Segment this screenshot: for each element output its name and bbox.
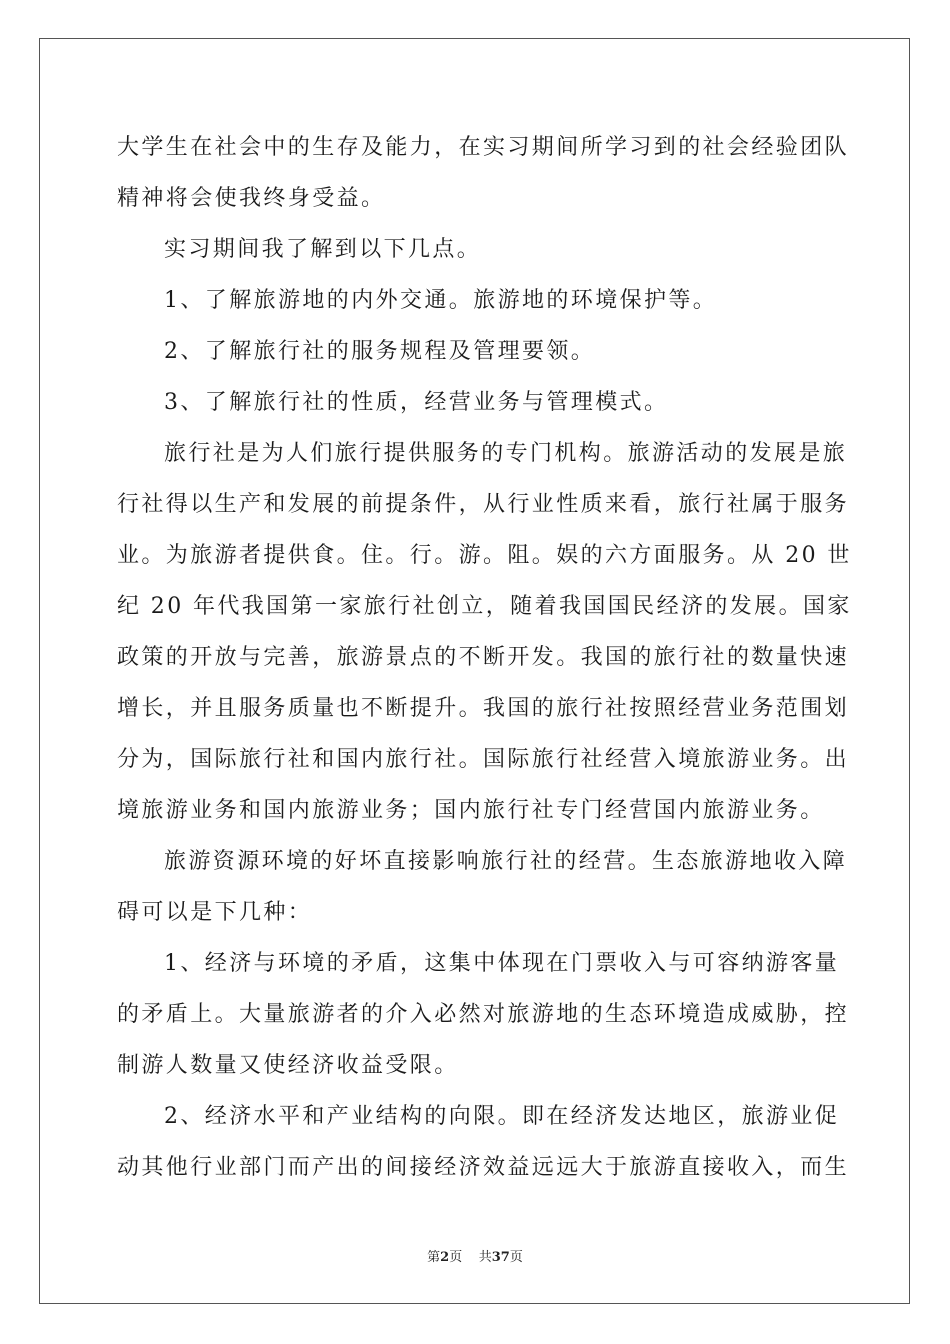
text-line: 动其他行业部门而产出的间接经济效益远远大于旅游直接收入，而生 (117, 1155, 850, 1180)
text-line: 的矛盾上。大量旅游者的介入必然对旅游地的生态环境造成威胁，控 (117, 1002, 850, 1027)
page-footer (0, 1246, 950, 1265)
text-line: 大学生在社会中的生存及能力，在实习期间所学习到的社会经验团队 (117, 135, 850, 160)
text-line: 1、经济与环境的矛盾，这集中体现在门票收入与可容纳游客量 (164, 951, 840, 976)
text-line: 制游人数量又使经济收益受限。 (117, 1053, 459, 1078)
text-line: 纪 20 年代我国第一家旅行社创立，随着我国国民经济的发展。国家 (117, 594, 852, 619)
total-label-prefix: 共 (478, 1250, 492, 1265)
text-line: 2、经济水平和产业结构的向限。即在经济发达地区，旅游业促 (164, 1104, 840, 1129)
page-number: 2 (440, 1250, 450, 1265)
text-line: 2、了解旅行社的服务规程及管理要领。 (164, 339, 596, 364)
text-line: 境旅游业务和国内旅游业务；国内旅行社专门经营国内旅游业务。 (117, 798, 825, 823)
text-line: 碍可以是下几种： (117, 900, 313, 925)
text-line: 业。为旅游者提供食。住。行。游。阻。娱的六方面服务。从 20 世 (117, 543, 852, 568)
total-pages: 37 (491, 1250, 510, 1265)
text-line: 实习期间我了解到以下几点。 (164, 237, 482, 262)
document-body (117, 128, 852, 1199)
text-line: 旅行社是为人们旅行提供服务的专门机构。旅游活动的发展是旅 (164, 441, 848, 466)
text-line: 分为，国际旅行社和国内旅行社。国际旅行社经营入境旅游业务。出 (117, 747, 850, 772)
page-label-prefix: 第 (427, 1250, 441, 1265)
text-line: 精神将会使我终身受益。 (117, 186, 386, 211)
text-line: 1、了解旅游地的内外交通。旅游地的环境保护等。 (164, 288, 718, 313)
page-label-suffix: 页 (449, 1250, 463, 1265)
text-line: 政策的开放与完善，旅游景点的不断开发。我国的旅行社的数量快速 (117, 645, 850, 670)
text-line: 旅游资源环境的好坏直接影响旅行社的经营。生态旅游地收入障 (164, 849, 848, 874)
text-line: 增长，并且服务质量也不断提升。我国的旅行社按照经营业务范围划 (117, 696, 850, 721)
text-line: 行社得以生产和发展的前提条件，从行业性质来看，旅行社属于服务 (117, 492, 850, 517)
total-label-suffix: 页 (509, 1250, 523, 1265)
text-line: 3、了解旅行社的性质，经营业务与管理模式。 (164, 390, 669, 415)
